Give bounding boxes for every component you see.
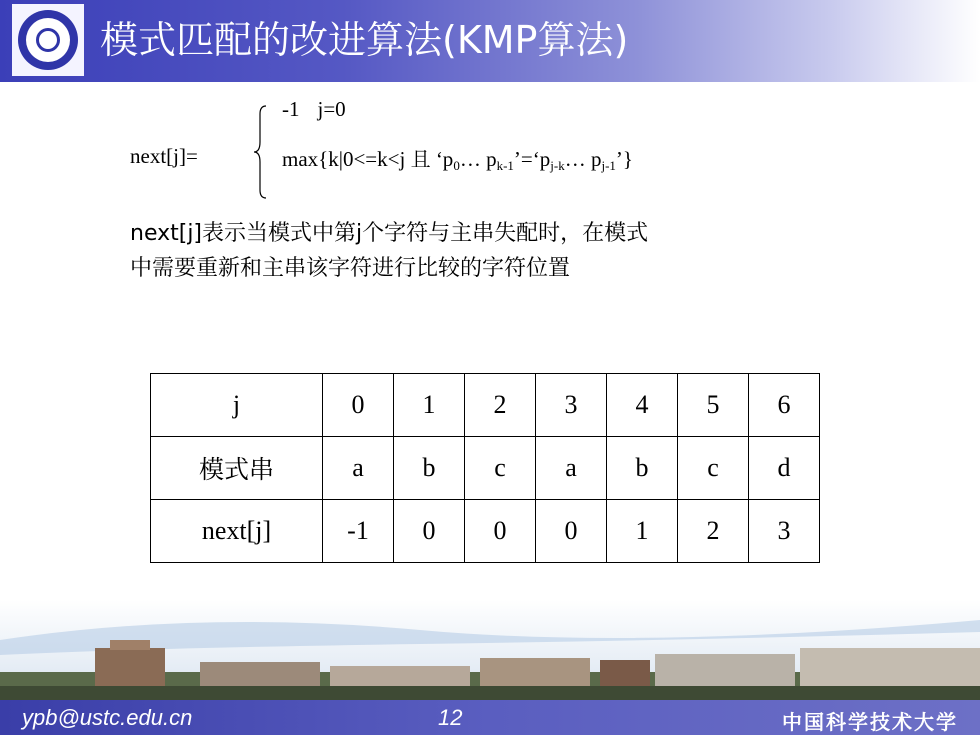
table-cell: 3 bbox=[536, 374, 607, 437]
table-cell: 5 bbox=[678, 374, 749, 437]
table-cell: 3 bbox=[749, 500, 820, 563]
table-cell: 1 bbox=[607, 500, 678, 563]
table-cell: 1 bbox=[394, 374, 465, 437]
case1-condition: j=0 bbox=[317, 97, 346, 121]
footer-email: ypb@ustc.edu.cn bbox=[22, 705, 193, 730]
case1-value: -1 bbox=[282, 97, 300, 121]
table-cell: 0 bbox=[323, 374, 394, 437]
table-cell: d bbox=[749, 437, 820, 500]
case2-sub-j1: j-1 bbox=[601, 158, 616, 173]
table-cell: -1 bbox=[323, 500, 394, 563]
table-cell: c bbox=[678, 437, 749, 500]
slide-title: 模式匹配的改进算法(KMP算法) bbox=[100, 18, 629, 62]
table-cell: c bbox=[465, 437, 536, 500]
case2-end: ’} bbox=[615, 147, 633, 171]
case2-sub-0: 0 bbox=[453, 158, 460, 173]
table-cell: 2 bbox=[678, 500, 749, 563]
table-row bbox=[151, 437, 820, 500]
description-line-1: next[j]表示当模式中第j个字符与主串失配时，在模式 bbox=[130, 221, 649, 246]
table-cell: b bbox=[394, 437, 465, 500]
case2-dots-2: … p bbox=[564, 147, 602, 171]
row-header-next: next[j] bbox=[151, 500, 323, 563]
table-cell: 2 bbox=[465, 374, 536, 437]
table-cell: 0 bbox=[465, 500, 536, 563]
case2-dots-1: … p bbox=[459, 147, 497, 171]
case2-q1: ‘p bbox=[430, 147, 454, 171]
table-cell: 6 bbox=[749, 374, 820, 437]
table-cell: a bbox=[536, 437, 607, 500]
case2-prefix: max{k|0<=k<j bbox=[282, 147, 411, 171]
description bbox=[130, 216, 648, 286]
row-header-j: j bbox=[151, 374, 323, 437]
table-cell: b bbox=[607, 437, 678, 500]
formula-lhs: next[j]= bbox=[130, 144, 198, 168]
description-line-2: 中需要重新和主串该字符进行比较的字符位置 bbox=[130, 256, 571, 281]
footer-organization: 中国科学技术大学 bbox=[782, 710, 958, 734]
case2-sub-k1: k-1 bbox=[496, 158, 514, 173]
row-header-pattern: 模式串 bbox=[151, 437, 323, 500]
footer-bar bbox=[0, 700, 980, 735]
table-row bbox=[151, 374, 820, 437]
page-number: 12 bbox=[438, 705, 463, 730]
formula-case-2 bbox=[282, 143, 633, 174]
table-cell: 4 bbox=[607, 374, 678, 437]
table-cell: a bbox=[323, 437, 394, 500]
next-table bbox=[150, 373, 820, 563]
header-bar bbox=[0, 0, 980, 82]
table-cell: 0 bbox=[394, 500, 465, 563]
campus-scenery-image bbox=[0, 600, 980, 700]
case2-mid: ’=‘p bbox=[513, 147, 551, 171]
case2-sub-jk: j-k bbox=[550, 158, 565, 173]
ustc-seal-icon bbox=[12, 4, 84, 76]
table-cell: 0 bbox=[536, 500, 607, 563]
table-row bbox=[151, 500, 820, 563]
formula-case-1 bbox=[282, 97, 346, 122]
case2-conjunction: 且 bbox=[410, 147, 431, 171]
